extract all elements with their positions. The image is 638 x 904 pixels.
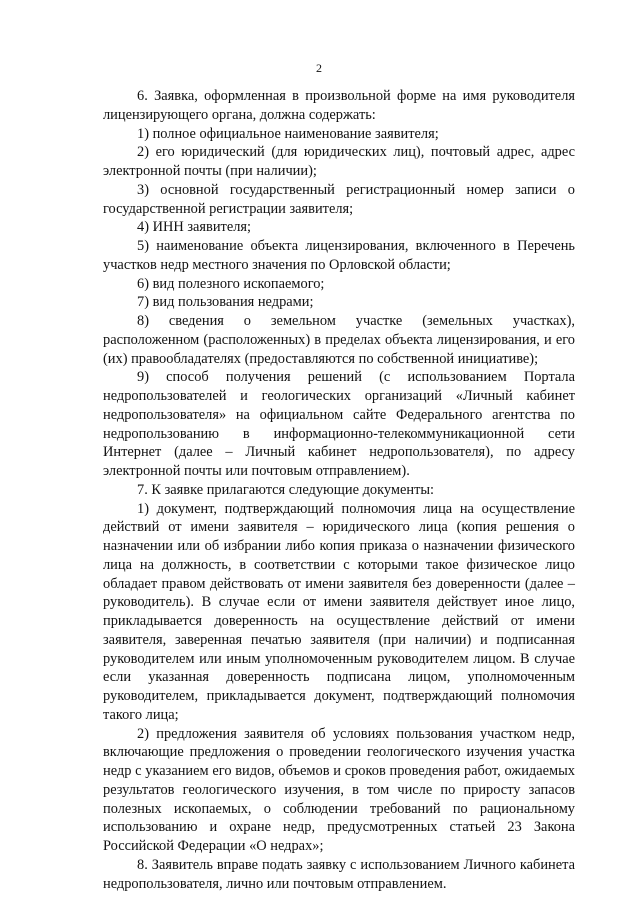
- paragraph-6-item-8: 8) сведения о земельном участке (земельных участках), расположенном (расположенных) в пределах объекта лицензирования, и его (их) правообладателях (предоставляются по собственной инициативе);: [103, 313, 575, 367]
- paragraph-6-item-4: 4) ИНН заявителя;: [137, 219, 252, 236]
- paragraph-6-item-3: 3) основной государственный регистрационный номер записи о государственной регистрации заявителя;: [103, 181, 575, 217]
- paragraph-6: 6. Заявка, оформленная в произвольной форме на имя руководителя лицензирующего органа, должна содержать:: [103, 88, 575, 123]
- paragraph-7-item-2: 2) предложения заявителя об условиях пользования участком недр, включающие предложения о проведении геологического изучения участка недр с указанием его видов, объемов и сроков проведения работ, ожидаемых результатов геологического изучения, в том числе по приросту запасов полезных ископаемых, о соблюдении требований по рациональному использованию и охране недр, предусмотренных статьей 23 Закона Российской Федерации «О недрах»;: [103, 725, 575, 854]
- paragraph-6-item-7: 7) вид пользования недрами;: [137, 294, 314, 311]
- paragraph-7-item-1: 1) документ, подтверждающий полномочия лица на осуществление действий от имени заявителя – юридического лица (копия решения о назначении или об избрании либо копия приказа о назначении физического лица на должность, в соответствии с которыми такое физическое лицо обладает правом действовать от имени заявителя без доверенности (далее – руководитель). В случае если от имени заявителя действует иное лицо, прикладывается доверенность на осуществление действий от имени заявителя, заверенная печатью заявителя (при наличии) и подписанная руководителем или иным уполномоченным руководителем лицом. В случае если указанная доверенность подписана лицом, уполномоченным руководителем, прикладывается документ, подтверждающий полномочия такого лица;: [103, 500, 575, 723]
- paragraph-6-item-5: 5) наименование объекта лицензирования, включенного в Перечень участков недр местного значения по Орловской области;: [103, 238, 575, 273]
- paragraph-8: 8. Заявитель вправе подать заявку с использованием Личного кабинета недропользователя, лично или почтовым отправлением.: [103, 856, 575, 892]
- paragraph-6-item-1: 1) полное официальное наименование заявителя;: [137, 125, 439, 142]
- paragraph-6-item-6: 6) вид полезного ископаемого;: [137, 275, 325, 292]
- paragraph-7: 7. К заявке прилагаются следующие документы:: [137, 481, 435, 498]
- paragraph-6-item-9: 9) способ получения решений (с использованием Портала недропользователей и геологических организаций «Личный кабинет недропользователя» на официальном сайте Федерального агентства по недропользованию в информационно-телекоммуникационной сети Интернет (далее – Личный кабинет недропользователя), по адресу электронной почты или почтовым отправлением).: [103, 369, 575, 479]
- page-number: 2: [316, 61, 322, 75]
- document-body: [103, 87, 575, 893]
- paragraph-6-item-2: 2) его юридический (для юридических лиц), почтовый адрес, адрес электронной почты (при наличии);: [103, 144, 575, 179]
